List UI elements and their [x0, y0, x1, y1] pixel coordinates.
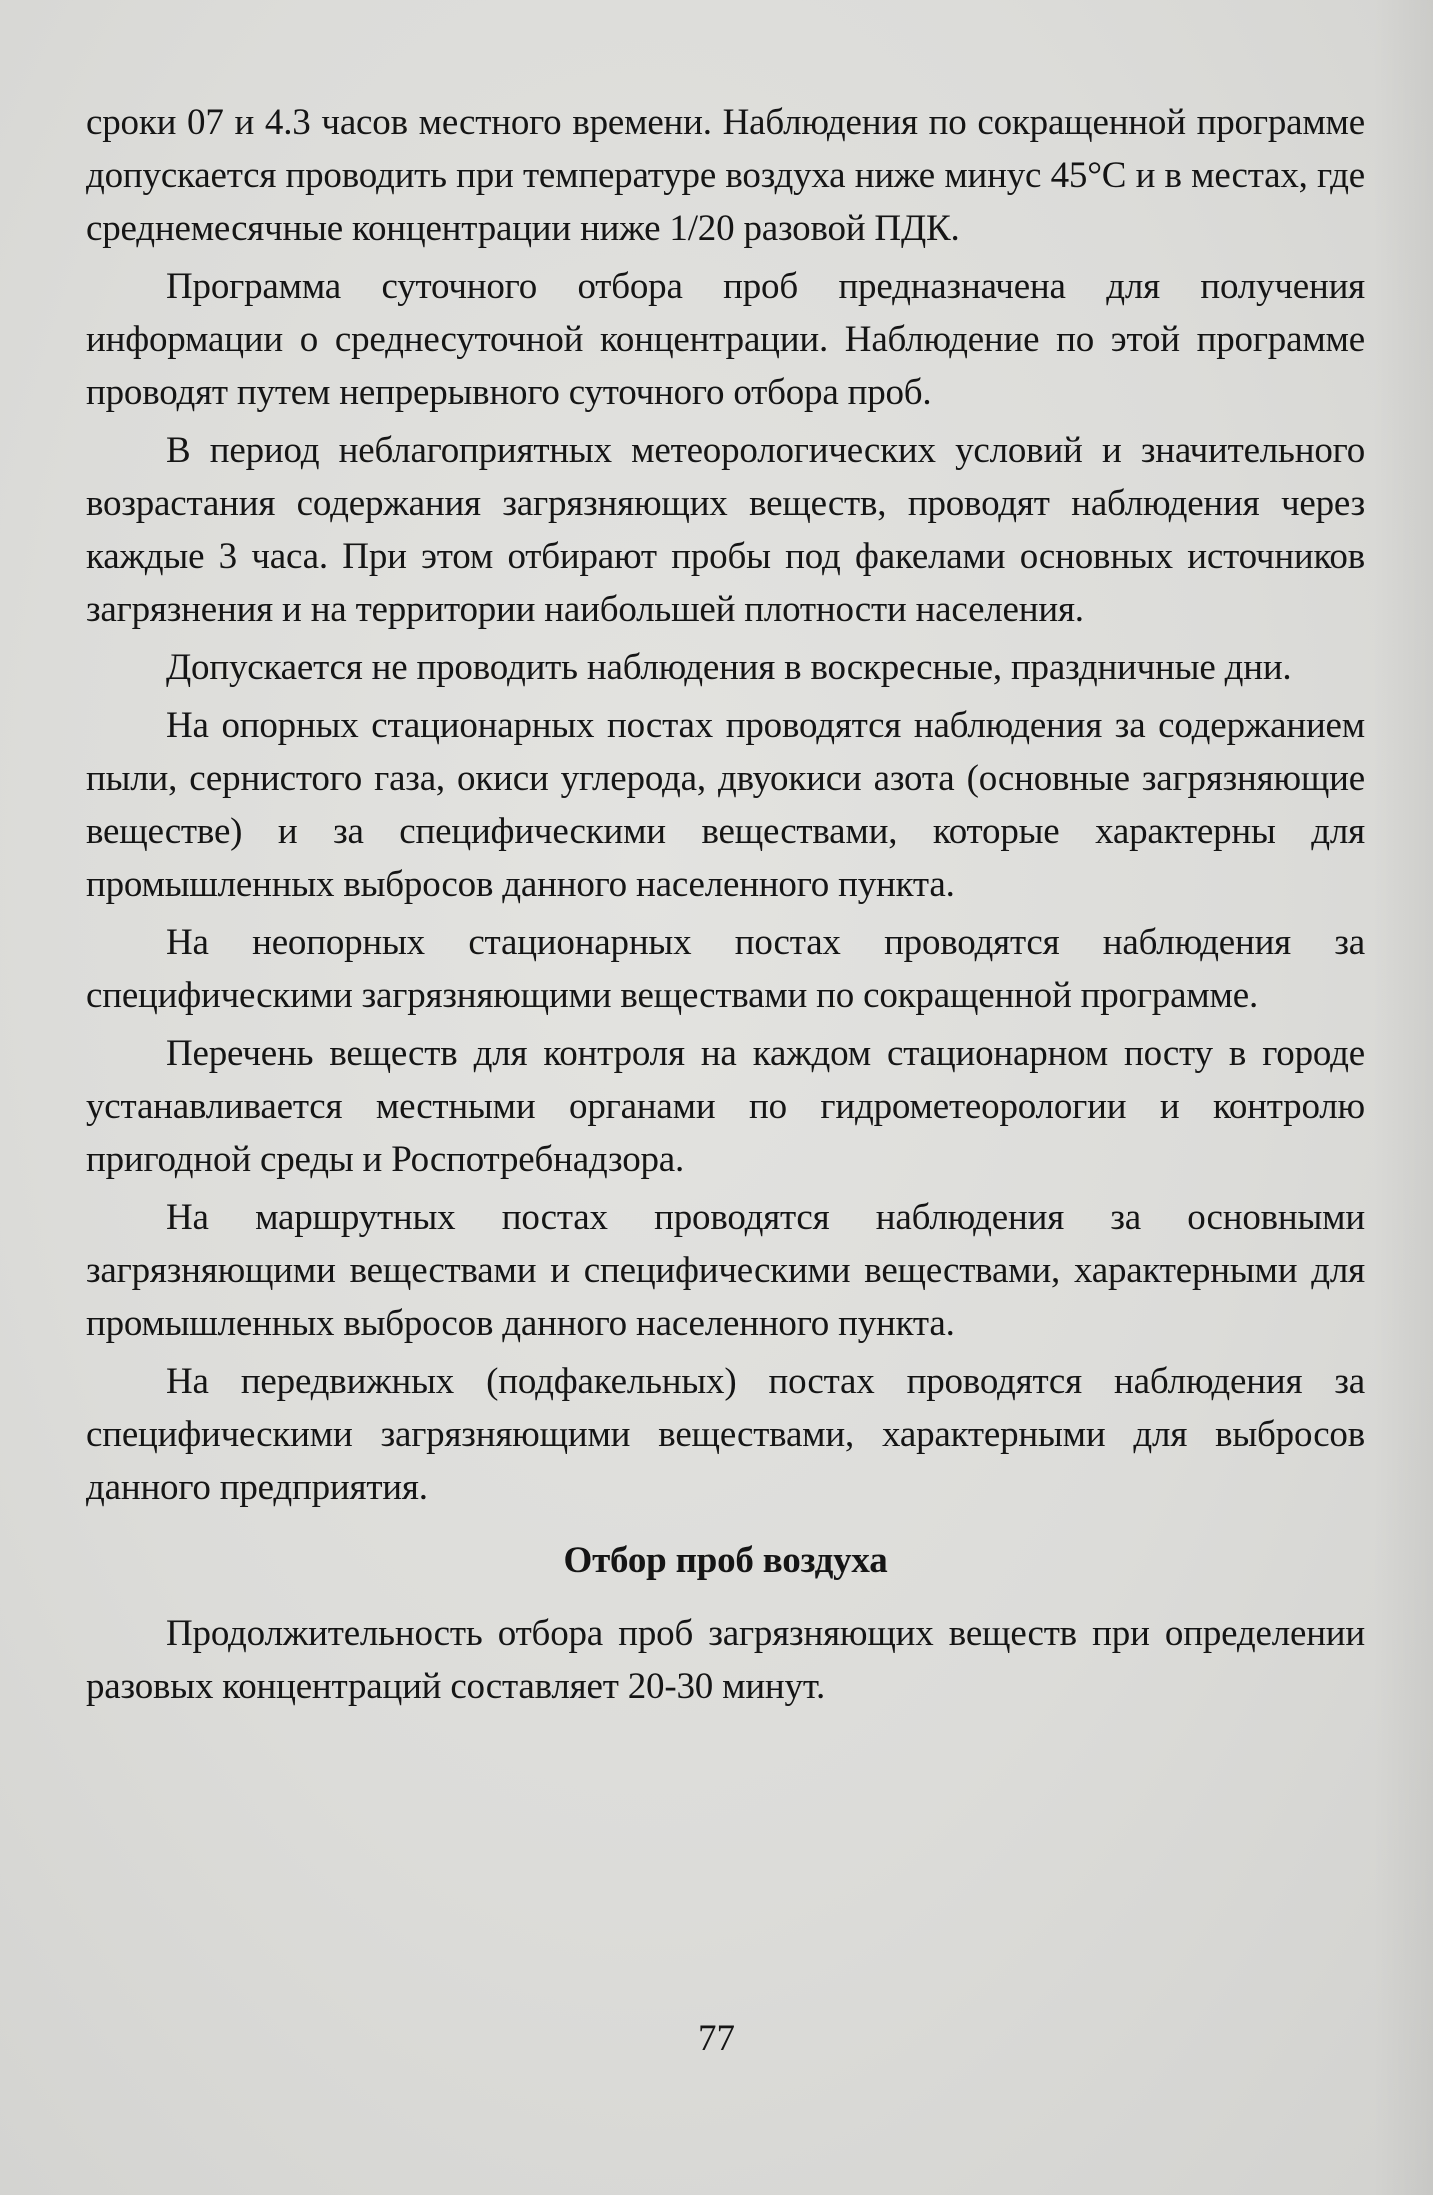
paragraph-observation-times: сроки 07 и 4.3 часов местного времени. Наблюдения по сокращенной программе допускается проводить при температуре воздуха ниже минус 45°С и в местах, где среднемесячные концентрации ниже 1/20 разовой ПДК. [86, 102, 1365, 249]
paragraph-holidays: Допускается не проводить наблюдения в воскресные, праздничные дни. [166, 647, 1292, 688]
paragraph-unfavorable-conditions: В период неблагоприятных метеорологических условий и значительного возрастания содержания загрязняющих веществ, проводят наблюдения через каждые 3 часа. При этом отбирают пробы под факелами основных источников загрязнения и на территории наибольшей плотности населения. [86, 430, 1365, 630]
paragraph-route-posts: На маршрутных постах проводятся наблюдения за основными загрязняющими веществами и специфическими веществами, характерными для промышленных выбросов данного населенного пункта. [86, 1197, 1365, 1344]
paragraph-reference-posts: На опорных стационарных постах проводятся наблюдения за содержанием пыли, сернистого газа, окиси углерода, двуокиси азота (основные загрязняющие веществе) и за специфическими веществами, которые характерны для промышленных выбросов данного населенного пункта. [86, 705, 1365, 905]
paragraph-sampling-duration: Продолжительность отбора проб загрязняющих веществ при определении разовых концентраций составляет 20-30 минут. [86, 1613, 1365, 1707]
paragraph-non-reference-posts: На неопорных стационарных постах проводятся наблюдения за специфическими загрязняющими веществами по сокращенной программе. [86, 922, 1365, 1016]
paragraph-substance-list: Перечень веществ для контроля на каждом стационарном посту в городе устанавливается местными органами по гидрометеорологии и контролю пригодной среды и Роспотребнадзора. [86, 1033, 1365, 1180]
paragraph-mobile-posts: На передвижных (подфакельных) постах проводятся наблюдения за специфическими загрязняющими веществами, характерными для выбросов данного предприятия. [86, 1361, 1365, 1508]
page-number: 77 [698, 2018, 735, 2059]
paragraph-daily-sampling-program: Программа суточного отбора проб предназначена для получения информации о среднесуточной концентрации. Наблюдение по этой программе проводят путем непрерывного суточного отбора проб. [86, 266, 1365, 413]
section-heading: Отбор проб воздуха [563, 1540, 888, 1581]
body-text [86, 96, 1365, 1718]
